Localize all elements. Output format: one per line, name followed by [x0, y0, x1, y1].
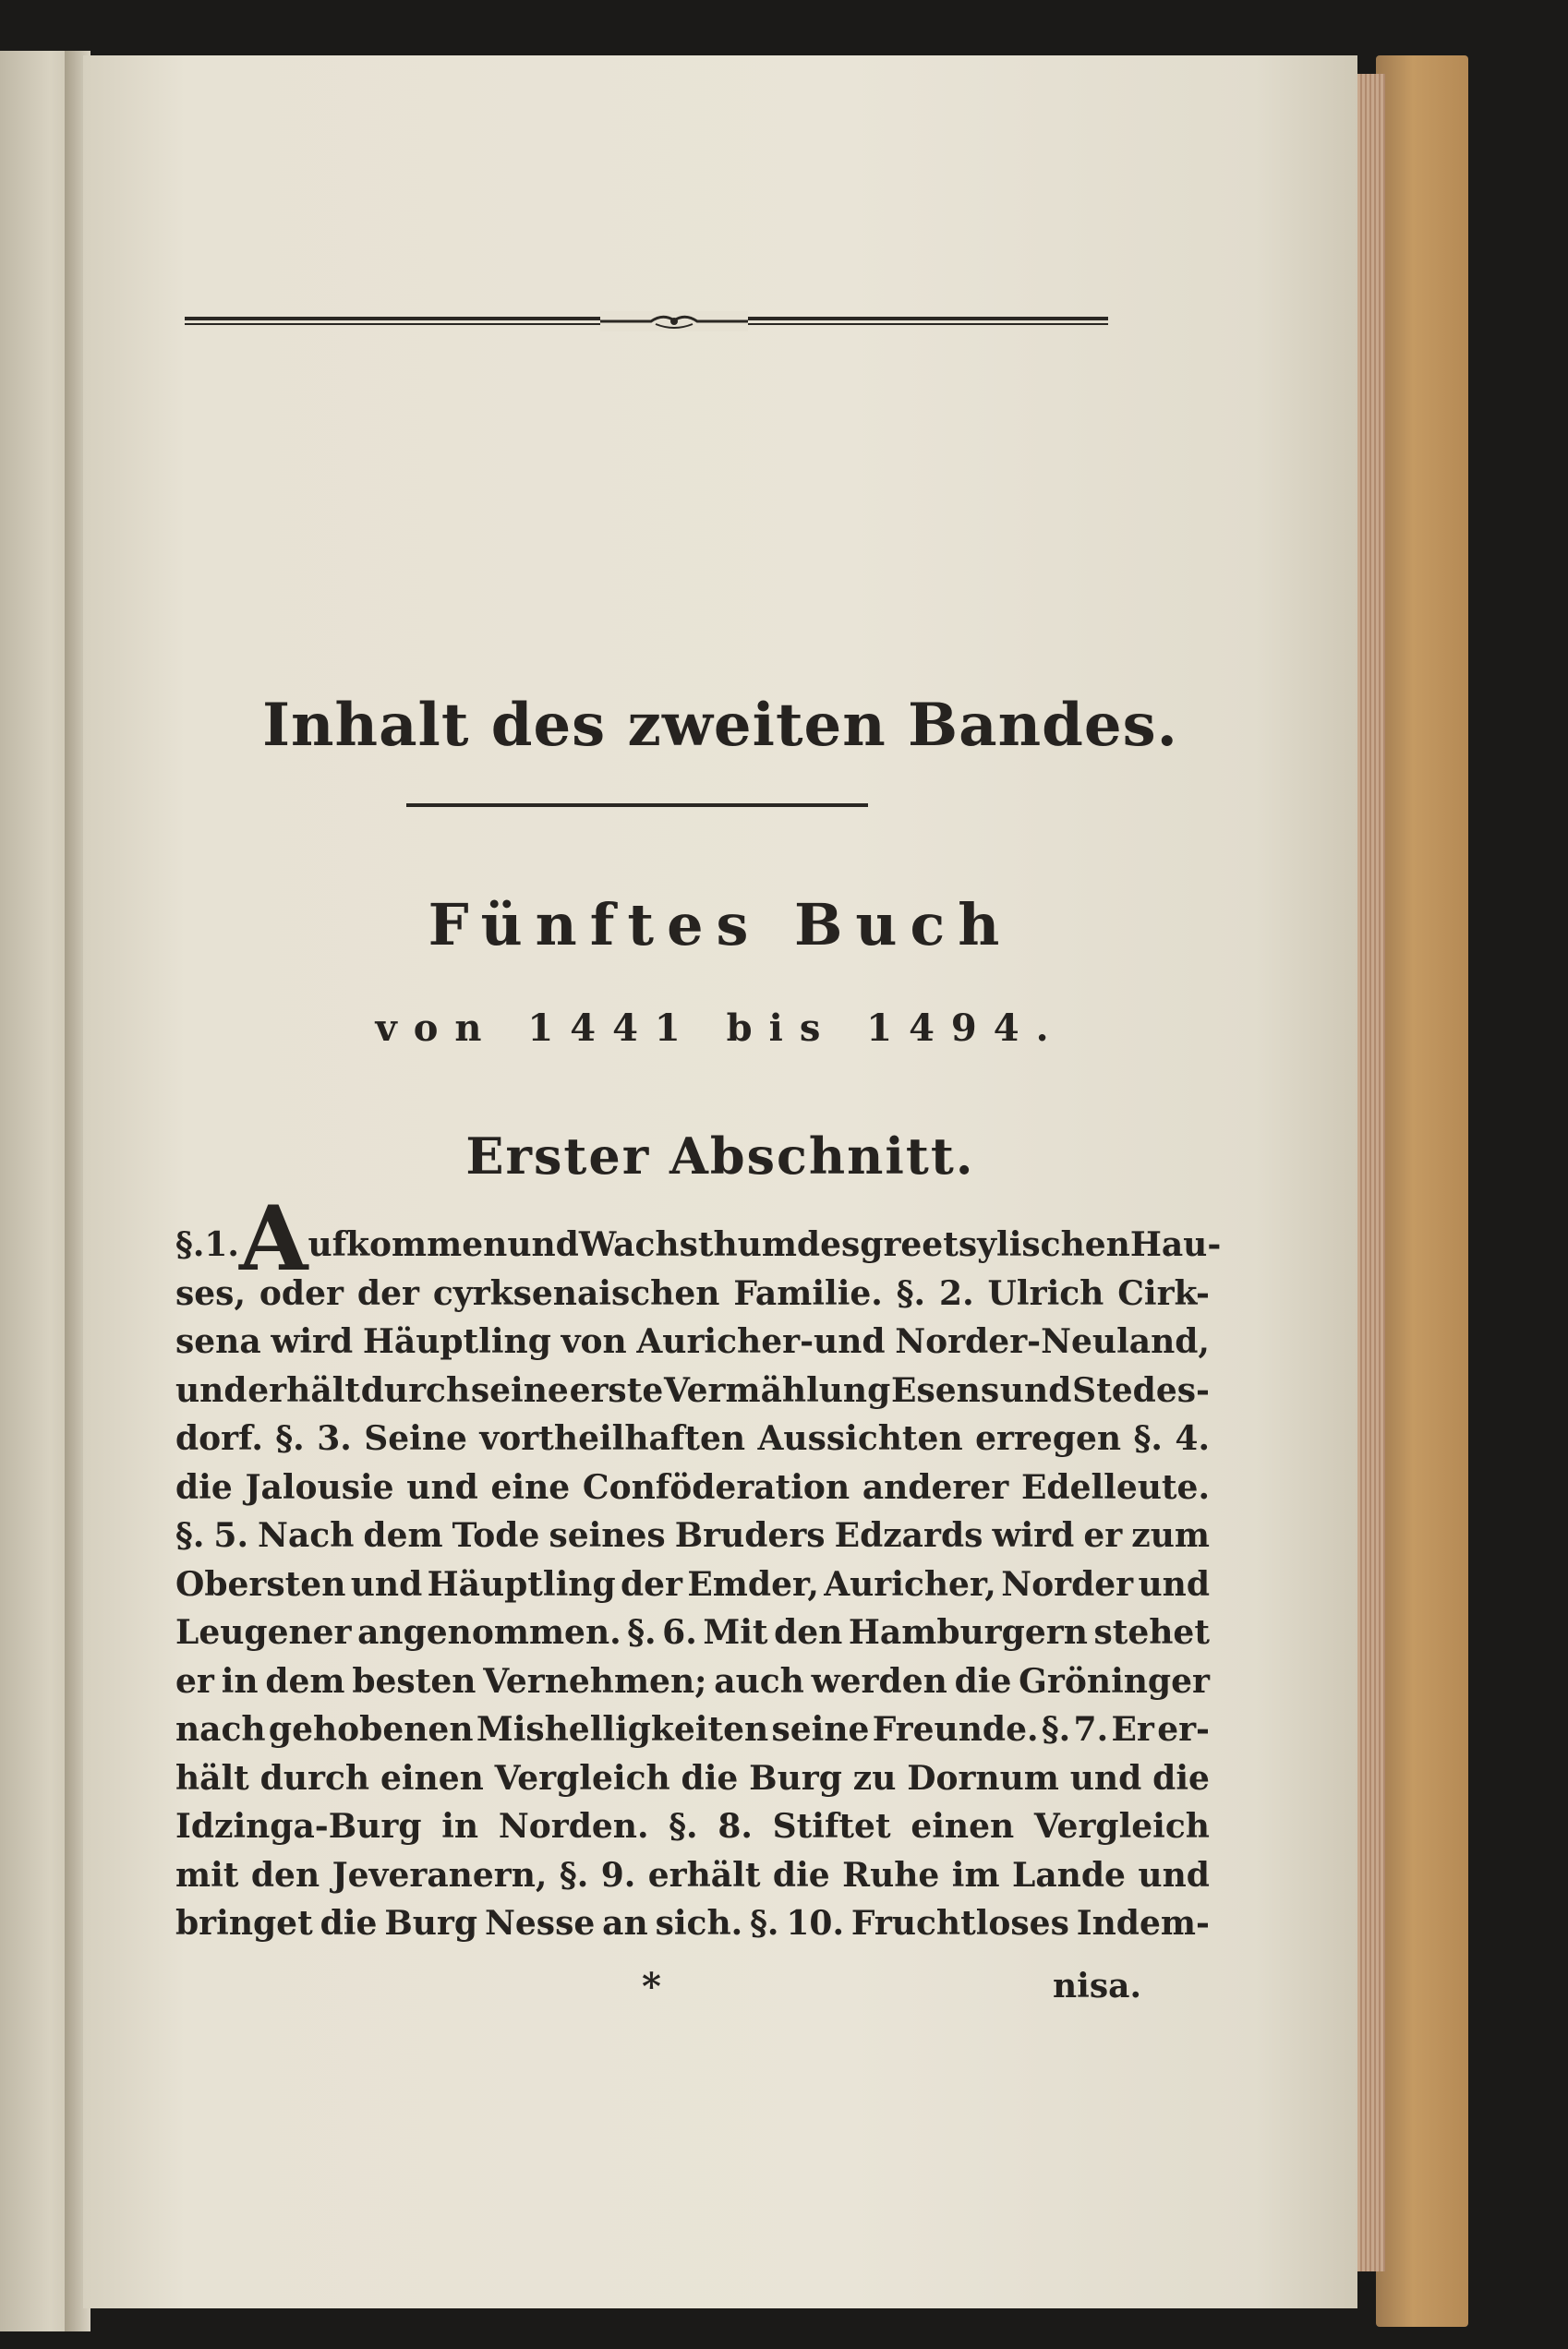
text-word: Gröninger [1019, 1661, 1210, 1701]
text-word: dem [363, 1516, 443, 1555]
text-word: und [1138, 1564, 1210, 1604]
text-word: Tode [452, 1516, 540, 1555]
text-word: seine [771, 1710, 870, 1749]
text-word: wird [271, 1322, 354, 1361]
text-word: und [350, 1564, 423, 1604]
text-word: Stedes- [1072, 1370, 1210, 1410]
text-word: §. [627, 1613, 657, 1652]
text-word: die [320, 1904, 378, 1943]
text-word: §. [896, 1273, 926, 1313]
text-word: und [406, 1467, 478, 1507]
text-word: Cirk- [1117, 1273, 1210, 1313]
text-word: Jalousie [245, 1467, 394, 1507]
text-word: und [1138, 1855, 1210, 1895]
text-word: Häuptling [427, 1564, 616, 1604]
text-word: sena [175, 1322, 261, 1361]
text-word: gehobenen [268, 1710, 474, 1749]
text-word: an [602, 1904, 648, 1943]
text-word: hält [175, 1758, 249, 1798]
text-word: §. [669, 1807, 698, 1846]
text-word: die [681, 1758, 739, 1798]
text-word: Obersten [175, 1564, 346, 1604]
text-word: Häuptling [362, 1322, 551, 1361]
text-word: Wachsthum [578, 1225, 797, 1264]
text-line [175, 1560, 1210, 1609]
text-word: die [772, 1855, 830, 1895]
text-word: zum [1131, 1516, 1210, 1555]
text-word: in [441, 1807, 479, 1846]
text-line [175, 1608, 1210, 1657]
text-line [175, 1318, 1210, 1367]
text-word: 6. [662, 1613, 697, 1652]
text-word: Vergleich [494, 1758, 670, 1798]
catchword: nisa. [1053, 1967, 1141, 2006]
text-word: einen [911, 1807, 1015, 1846]
text-word: Er [1111, 1710, 1154, 1749]
text-word: Auricher-und [636, 1322, 886, 1361]
text-line [175, 1270, 1210, 1319]
text-word: Emder, [687, 1564, 819, 1604]
book-heading: Fünftes Buch [428, 891, 1013, 958]
text-word: Dornum [907, 1758, 1059, 1798]
text-line [175, 1802, 1210, 1851]
text-word: der [620, 1564, 683, 1604]
text-word: Auricher, [824, 1564, 996, 1604]
ornament-flourish-icon [600, 311, 748, 331]
text-word: Idzinga-Burg [175, 1807, 422, 1846]
text-word: 8. [718, 1807, 753, 1846]
text-word: Hamburgern [848, 1613, 1088, 1652]
text-word: im [951, 1855, 1000, 1895]
text-word: 4. [1175, 1419, 1210, 1458]
text-word: §. [750, 1904, 779, 1943]
text-word: der [356, 1273, 419, 1313]
text-word: sich. [655, 1904, 743, 1943]
text-word: greetsylischen [860, 1225, 1130, 1264]
text-word: erregen [975, 1419, 1122, 1458]
text-word: 9. [600, 1855, 636, 1895]
text-word: er- [1157, 1710, 1210, 1749]
text-word: seine [470, 1370, 569, 1410]
text-word: dem [265, 1661, 345, 1701]
text-word: Familie. [733, 1273, 883, 1313]
year-range: von 1441 bis 1494. [375, 1006, 1066, 1050]
text-word: Conföderation [582, 1467, 850, 1507]
text-word: stehet [1093, 1613, 1210, 1652]
text-word: Seine [364, 1419, 467, 1458]
ornamental-rule [185, 311, 1108, 331]
text-word: Stiftet [772, 1807, 891, 1846]
text-word: mit [175, 1855, 239, 1895]
text-word: er [175, 1661, 214, 1701]
text-word: §. [175, 1225, 205, 1264]
text-word: Hau- [1129, 1225, 1222, 1264]
text-word: Vermählung [663, 1370, 891, 1410]
text-word: eine [490, 1467, 571, 1507]
signature-mark: * [642, 1965, 661, 2008]
text-word: und [507, 1225, 579, 1264]
text-line [175, 1705, 1210, 1754]
text-word: §. [175, 1516, 205, 1555]
text-word: und [1069, 1758, 1142, 1798]
text-word: 3. [317, 1419, 352, 1458]
text-word: Vergleich [1033, 1807, 1210, 1846]
text-word: anderer [862, 1467, 1009, 1507]
text-line [175, 1754, 1210, 1803]
text-word: Aussichten [757, 1419, 963, 1458]
text-line [175, 1657, 1210, 1706]
text-word: und [175, 1370, 247, 1410]
text-word: durch [360, 1370, 471, 1410]
title-rule [406, 803, 868, 807]
text-word: Fruchtloses [850, 1904, 1069, 1943]
page-title: Inhalt des zweiten Bandes. [262, 691, 1178, 760]
drop-cap: A [238, 1187, 308, 1291]
text-line [175, 1187, 1222, 1291]
text-word: werden [811, 1661, 947, 1701]
text-word: erste [569, 1370, 664, 1410]
text-word: dorf. [175, 1419, 263, 1458]
text-word: 2. [939, 1273, 974, 1313]
text-word: Ulrich [987, 1273, 1104, 1313]
section-heading: Erster Abschnitt. [465, 1126, 975, 1186]
text-line [175, 1415, 1210, 1464]
text-word: oder [259, 1273, 344, 1313]
text-word: vortheilhaften [479, 1419, 746, 1458]
text-word: von [561, 1322, 627, 1361]
text-word: Ruhe [842, 1855, 940, 1895]
text-word: auch [714, 1661, 804, 1701]
text-line [175, 1464, 1210, 1512]
text-word: Nach [258, 1516, 355, 1555]
body-text [175, 1187, 1222, 1948]
text-word: Freunde. [872, 1710, 1039, 1749]
text-word: Vernehmen; [483, 1661, 707, 1701]
text-word: cyrksenaischen [432, 1273, 720, 1313]
text-word: Edelleute. [1020, 1467, 1210, 1507]
text-word: einen [380, 1758, 484, 1798]
text-word: er [1083, 1516, 1123, 1555]
book-cover [1376, 55, 1468, 2327]
text-word: wird [992, 1516, 1075, 1555]
text-line [175, 1851, 1210, 1900]
text-word: §. [1041, 1710, 1071, 1749]
book-page [83, 55, 1357, 2308]
text-word: Indem- [1076, 1904, 1210, 1943]
text-word: durch [259, 1758, 370, 1798]
text-word: Mit [703, 1613, 768, 1652]
text-word: und [999, 1370, 1072, 1410]
text-word: Lande [1012, 1855, 1126, 1895]
text-word: §. [275, 1419, 305, 1458]
text-word: ses, [175, 1273, 246, 1313]
text-line [175, 1899, 1210, 1948]
text-word: §. [1133, 1419, 1163, 1458]
text-word: den [250, 1855, 320, 1895]
text-line [175, 1367, 1210, 1415]
text-word: Norder [1001, 1564, 1134, 1604]
text-word: die [954, 1661, 1012, 1701]
text-word: Leugener [175, 1613, 352, 1652]
text-word: Norder-Neuland, [895, 1322, 1210, 1361]
text-word: Jeveranern, [332, 1855, 548, 1895]
text-word: die [1152, 1758, 1210, 1798]
text-word: Aufkommen [238, 1187, 508, 1291]
text-word: besten [352, 1661, 476, 1701]
text-word: Burg [384, 1904, 478, 1943]
text-word: seines [549, 1516, 666, 1555]
text-word: Edzards [834, 1516, 983, 1555]
text-word: Esens [891, 1370, 1000, 1410]
text-word: 1. [204, 1225, 239, 1264]
text-word: Nesse [484, 1904, 596, 1943]
text-word: 10. [786, 1904, 844, 1943]
text-word: Bruders [674, 1516, 826, 1555]
text-word: §. [559, 1855, 589, 1895]
text-word: bringet [175, 1904, 313, 1943]
text-line [175, 1512, 1210, 1560]
text-word: 5. [213, 1516, 248, 1555]
text-word: erhält [247, 1370, 360, 1410]
text-word: Mishelligkeiten [476, 1710, 769, 1749]
text-word: Burg [749, 1758, 842, 1798]
text-word: angenommen. [357, 1613, 621, 1652]
text-word: zu [852, 1758, 897, 1798]
text-word: erhält [647, 1855, 761, 1895]
text-word: nach [175, 1710, 266, 1749]
text-word: den [774, 1613, 843, 1652]
text-word: Norden. [498, 1807, 649, 1846]
text-word: die [175, 1467, 233, 1507]
text-word: des [796, 1225, 861, 1264]
text-word: 7. [1073, 1710, 1109, 1749]
text-word: in [221, 1661, 259, 1701]
